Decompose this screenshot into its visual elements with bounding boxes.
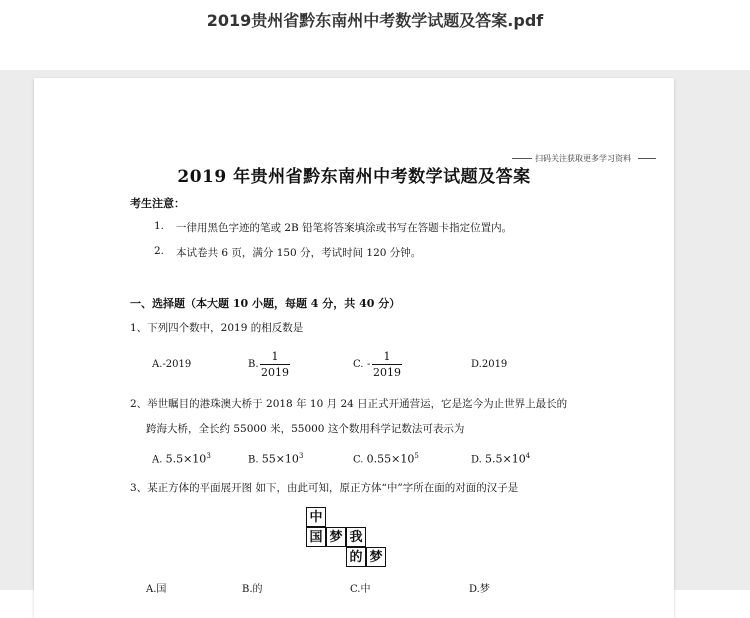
q1-option-a <box>152 359 191 370</box>
q2-option-b-base: 55×10 <box>261 452 299 466</box>
section1-heading: 一、选择题（本大题 10 小题，每题 4 分，共 40 分） <box>130 297 401 310</box>
net-cell-wo: 我 <box>346 527 366 547</box>
q2-option-b-label: B. <box>248 454 259 466</box>
q2-option-c <box>353 452 419 465</box>
q2-option-d-exponent: 4 <box>525 452 531 460</box>
q2-option-c-base: 0.55×10 <box>366 452 415 466</box>
q1-option-a-value: -2019 <box>162 359 192 370</box>
q1-stem: 1、下列四个数中，2019 的相反数是 <box>130 322 304 334</box>
net-cell-meng-1: 梦 <box>326 527 346 547</box>
notice-1-number: 1. <box>154 220 165 232</box>
q1-option-c-label: C. <box>353 359 364 370</box>
promo-rule-left <box>512 158 532 159</box>
q1-option-b-denominator: 2019 <box>261 366 289 379</box>
q1-option-b-numerator: 1 <box>271 350 279 363</box>
fraction-bar <box>260 364 290 365</box>
notice-2-text: 本试卷共 6 页，满分 150 分，考试时间 120 分钟。 <box>176 247 422 259</box>
q3-option-c: C.中 <box>350 584 371 595</box>
q1-option-a-label: A. <box>152 359 163 370</box>
file-title: 2019贵州省黔东南州中考数学试题及答案.pdf <box>206 11 544 30</box>
q1-option-c-sign: - <box>367 359 371 370</box>
document-title: 2019 年贵州省黔东南州中考数学试题及答案 <box>177 167 531 187</box>
q2-option-d-label: D. <box>471 454 482 466</box>
q1-option-c-numerator: 1 <box>383 350 391 363</box>
q3-stem: 3、某正方体的平面展开图 如下，由此可知，原正方体“中”字所在面的对面的汉子是 <box>130 482 519 494</box>
fraction-bar <box>372 364 402 365</box>
viewer-header <box>0 0 750 70</box>
q2-option-a-label: A. <box>152 454 163 466</box>
q2-option-d-base: 5.5×10 <box>485 452 526 466</box>
q2-option-b <box>248 452 303 465</box>
net-cell-zhong: 中 <box>306 507 326 527</box>
net-cell-guo: 国 <box>306 527 326 547</box>
pdf-page <box>34 78 674 618</box>
notice-heading: 考生注意： <box>130 197 185 210</box>
q1-option-d <box>471 359 507 370</box>
q1-option-d-value: 2019 <box>481 359 508 370</box>
q1-option-c-denominator: 2019 <box>373 366 401 379</box>
q1-option-c-fraction <box>372 350 402 379</box>
q2-option-a <box>152 452 211 465</box>
notice-2-number: 2. <box>154 245 165 257</box>
notice-1-text: 一律用黑色字迹的笔或 2B 铅笔将答案填涂或书写在答题卡指定位置内。 <box>176 222 513 234</box>
promo-text: 扫码关注获取更多学习资料 <box>535 154 631 163</box>
promo-rule-right <box>638 158 656 159</box>
net-cell-de: 的 <box>346 547 366 567</box>
net-cell-meng-2: 梦 <box>366 547 386 567</box>
q3-option-b: B.的 <box>242 584 263 595</box>
q1-option-b-label: B. <box>248 359 259 370</box>
q2-stem-line2: 跨海大桥，全长约 55000 米，55000 这个数用科学记数法可表示为 <box>146 423 465 435</box>
q1-option-d-label: D. <box>471 359 482 370</box>
q2-option-b-exponent: 3 <box>298 452 304 460</box>
q2-option-c-label: C. <box>353 454 364 466</box>
q3-option-d: D.梦 <box>469 584 490 595</box>
q2-option-d <box>471 452 530 465</box>
q2-option-c-exponent: 5 <box>414 452 419 460</box>
q3-option-a: A.国 <box>146 584 167 595</box>
q2-option-a-exponent: 3 <box>206 452 211 460</box>
q1-option-b-fraction <box>260 350 290 379</box>
q2-stem-line1: 2、举世瞩目的港珠澳大桥于 2018 年 10 月 24 日正式开通营运，它是迄今为止世界上最长的 <box>130 398 568 410</box>
q2-option-a-base: 5.5×10 <box>165 452 207 466</box>
